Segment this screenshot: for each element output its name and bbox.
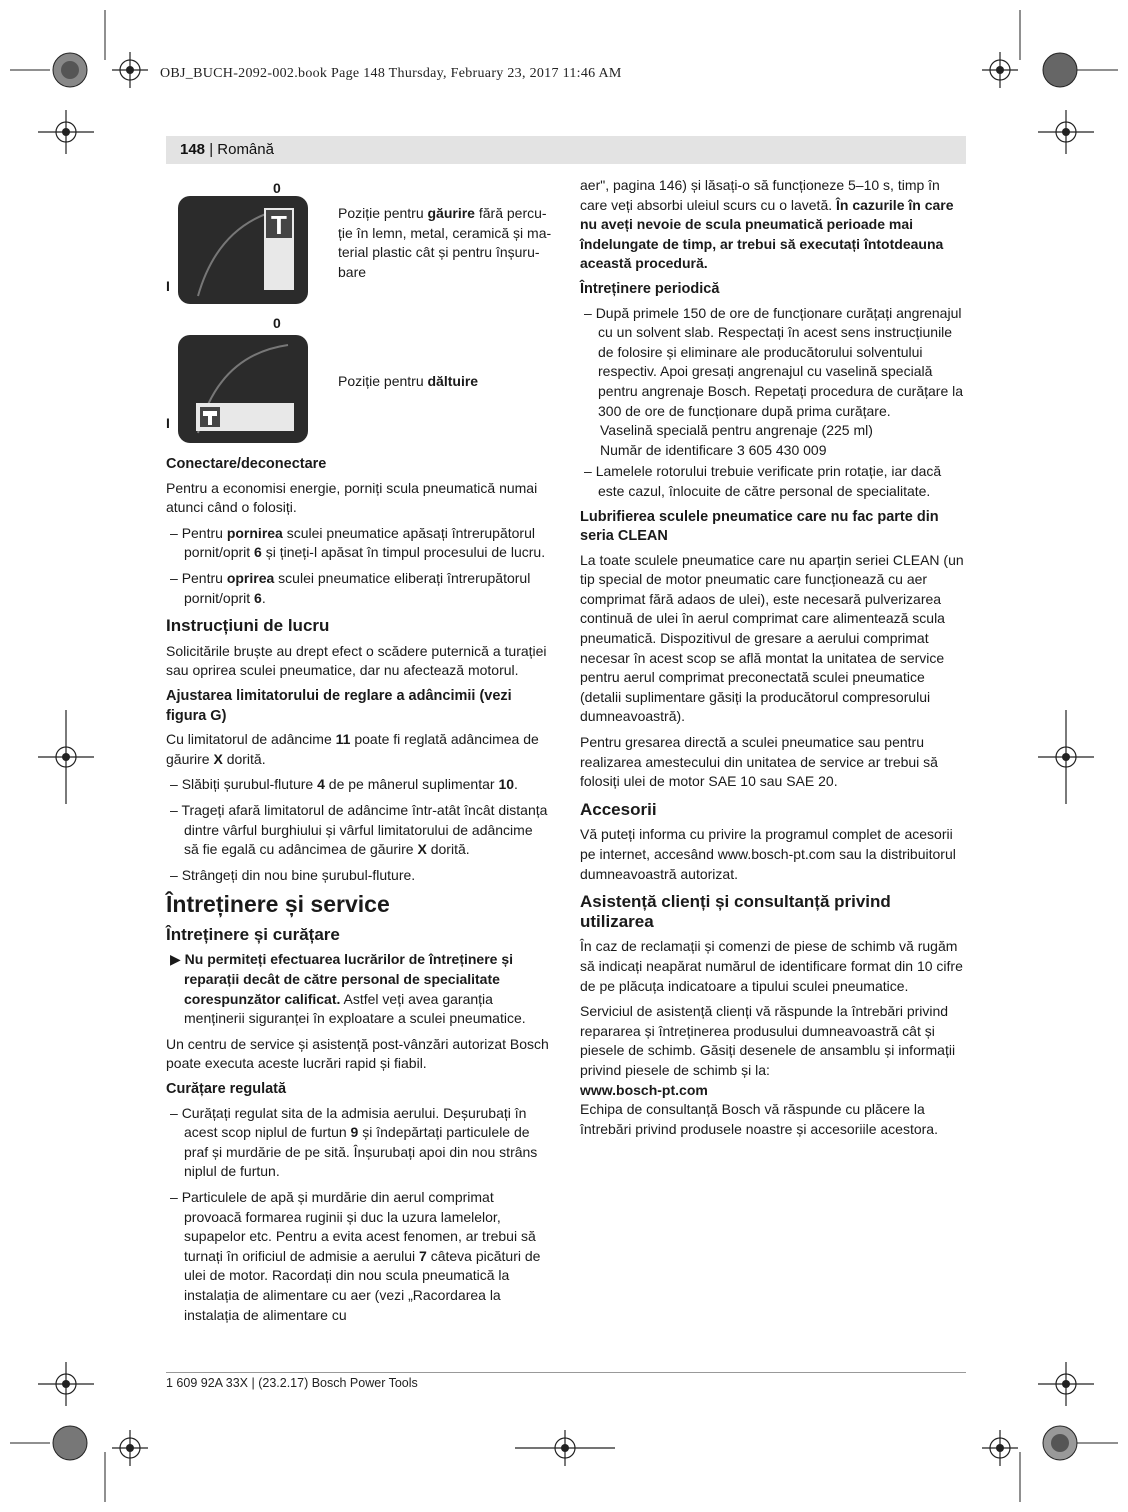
chisel-mode-icon <box>178 335 308 443</box>
figure-1-caption: Poziție pentru găurire fără percu-ție în lemn, metal, ceramică și ma-terial plastic cât și pentru înșuru-bare <box>338 205 552 280</box>
list-item: – Pentru oprirea sculei pneumatice eliberați întrerupătorul pornit/oprit 6. <box>170 569 531 606</box>
figure-2-caption: Poziție pentru dăltuire <box>338 373 479 389</box>
regulata-heading: Curățare regulată <box>166 1081 287 1098</box>
grease-spec: Vaselină specială pentru angrenaje (225 ml) <box>600 422 873 439</box>
ajustare-heading: Ajustarea limitatorului de reglare a adâncimii (vezi figura G) <box>166 687 512 724</box>
list-item: – Trageți afară limitatorul de adâncime într-atât încât distanța dintre vârful burghiului și vârful limitatorului de adâncime să fie egală cu adâncimea de găurire X dorită. <box>170 801 548 858</box>
figure-1-label-side: I <box>166 278 170 294</box>
print-slug: OBJ_BUCH-2092-002.book Page 148 Thursday, February 23, 2017 11:46 AM <box>160 66 622 81</box>
accesorii-text: Vă puteți informa cu privire la programul complet de acesorii pe internet, accesând www.bosch-pt.com sau la distribuitorul dumneavoastră autorizat. <box>580 826 956 882</box>
page-header-text: 148 | Română <box>180 141 274 158</box>
gresare-text: Pentru gresarea directă a sculei pneumatice sau pentru realizarea amestecului din unitatea de service ar trebui să folosiți ulei de motor SAE 10 sau SAE 20. <box>580 734 938 790</box>
arrow-icon: ▶ <box>170 951 181 968</box>
list-item: – Particulele de apă și murdărie din aerul comprimat provoacă formarea ruginii și duc la uzura lamelelor, supapelor etc. Pentru a evita acest fenomen, ar trebui să turnați în orificiul de admisie a aerului 7 câteva picături de ulei de motor. Racordați din nou scula pneumatică la instalația de alimentare cu aer (vezi „Racordarea la instalația de alimentare cu <box>170 1189 541 1323</box>
ajustare-text: Cu limitatorul de adâncime 11 poate fi reglată adâncimea de găurire X dorită. <box>166 731 539 767</box>
centru-text: Un centru de service și asistență post-vânzări autorizat Bosch poate executa aceste lucrări rapid și fiabil. <box>166 1035 549 1072</box>
list-item: – Lamelele rotorului trebuie verificate prin rotație, iar dacă este cazul, înlocuite de către personal de specialitate. <box>584 463 942 499</box>
curatare-heading: Întreținere și curățare <box>166 924 340 944</box>
svg-text:T: T <box>271 210 287 240</box>
intretinere-heading: Întreținere și service <box>166 891 390 918</box>
figure-2-label-top: 0 <box>273 315 281 331</box>
right-column <box>580 176 966 1145</box>
figure-2-label-side: I <box>166 415 170 431</box>
conectare-heading: Conectare/deconectare <box>166 456 327 472</box>
list-item: – Slăbiți șurubul-fluture 4 de pe mânerul suplimentar 10. <box>170 776 518 793</box>
lubrifiere-heading: Lubrifierea sculele pneumatice care nu fac parte din seria CLEAN <box>580 508 939 545</box>
section-label: Română <box>217 141 274 158</box>
accesorii-heading: Accesorii <box>580 799 657 819</box>
asistenta-text-3: Echipa de consultanță Bosch vă răspunde cu plăcere la întrebări privind produsele noastre și accesoriile acestora. <box>580 1101 938 1137</box>
footer-divider <box>166 1372 966 1373</box>
part-number: Număr de identificare 3 605 430 009 <box>600 441 827 458</box>
instructiuni-text: Solicitările bruște au drept efect o scădere puternică a turației sau oprirea sculei pneumatice, dar nu afectează motorul. <box>166 642 547 679</box>
asistenta-heading: Asistență clienți și consultanță privind utilizarea <box>580 892 891 931</box>
left-column <box>166 455 551 1331</box>
page-header <box>166 136 966 164</box>
list-item: – Strângeți din nou bine șurubul-fluture. <box>170 866 416 883</box>
drill-mode-icon <box>178 196 308 304</box>
warning-item: ▶ Nu permiteți efectuarea lucrărilor de întreținere și reparații decât de către personal de specialitate corespunzător calificat. Astfel veți avea garanția menținerii siguranței în exploatare a sculei pneumatice. <box>170 951 526 1027</box>
asistenta-text-1: În caz de reclamații și comenzi de piese de schimb vă rugăm să indicați neapărat numărul de identificare format din 10 cifre de pe plăcuța indicatoare a tipului sculei pneumatice. <box>580 938 963 994</box>
periodica-heading: Întreținere periodică <box>580 280 720 297</box>
list-item: – Pentru pornirea sculei pneumatice apăsați întrerupătorul pornit/oprit 6 și țineți-l apăsat în timpul procesului de lucru. <box>170 524 546 561</box>
conectare-text: Pentru a economisi energie, porniți scula pneumatică numai atunci când o folosiți. <box>166 479 538 516</box>
list-item: – După primele 150 de ore de funcționare curățați angrenajul cu un solvent slab. Respectați în acest sens instrucțiunile de folosire și eliminare ale producătorului solventului respectiv. Apoi gresați angrenajul cu vaselină specială pentru angrenaje Bosch. Repetați procedura de curățare la 300 de ore de funcționare după prima curățare. <box>584 304 964 419</box>
page-footer: 1 609 92A 33X | (23.2.17) Bosch Power Tools <box>166 1376 418 1390</box>
website-link[interactable]: www.bosch-pt.com <box>580 1081 708 1098</box>
lubrifiere-text: La toate sculele pneumatice care nu aparțin seriei CLEAN (un tip special de motor pneumatic care funcționează cu aer comprimat fără adaos de ulei), este necesară pulverizarea continuă de ulei în aerul comprimat care alimentează scula pneumatică. Dispozitivul de gresare a aerului comprimat necesar în acest scop se află montat la unitatea de service pentru aerul comprimat preconectată sculei pneumatice (detalii suplimentare găsiți la producătorul compresorului dumneavoastră). <box>580 551 964 725</box>
page-number: 148 <box>180 141 206 158</box>
list-item: – Curățați regulat sita de la admisia aerului. Deșurubați în acest scop niplul de furtun 9 și îndepărtați particulele de praf și murdărie de pe sită. Înșurubați apoi din nou strâns niplul de furtun. <box>170 1104 538 1180</box>
asistenta-text-2: Serviciul de asistență clienți vă răspunde la întrebări privind repararea și întreținerea produsului dumneavoastră cât și piesele de schimb. Găsiți desenele de ansamblu și informații privind piesele de schimb și la: <box>580 1003 956 1078</box>
figure-1-label-top: 0 <box>273 180 281 196</box>
continued-text: aer", pagina 146) și lăsați-o să funcționeze 5–10 s, timp în care veți absorbi uleiul scurs cu o lavetă. În cazurile în care nu aveți nevoie de scula pneumatică perioade mai îndelungate de timp, ar trebui să executați întotdeauna această procedură. <box>580 177 954 272</box>
instructiuni-heading: Instrucțiuni de lucru <box>166 616 330 636</box>
